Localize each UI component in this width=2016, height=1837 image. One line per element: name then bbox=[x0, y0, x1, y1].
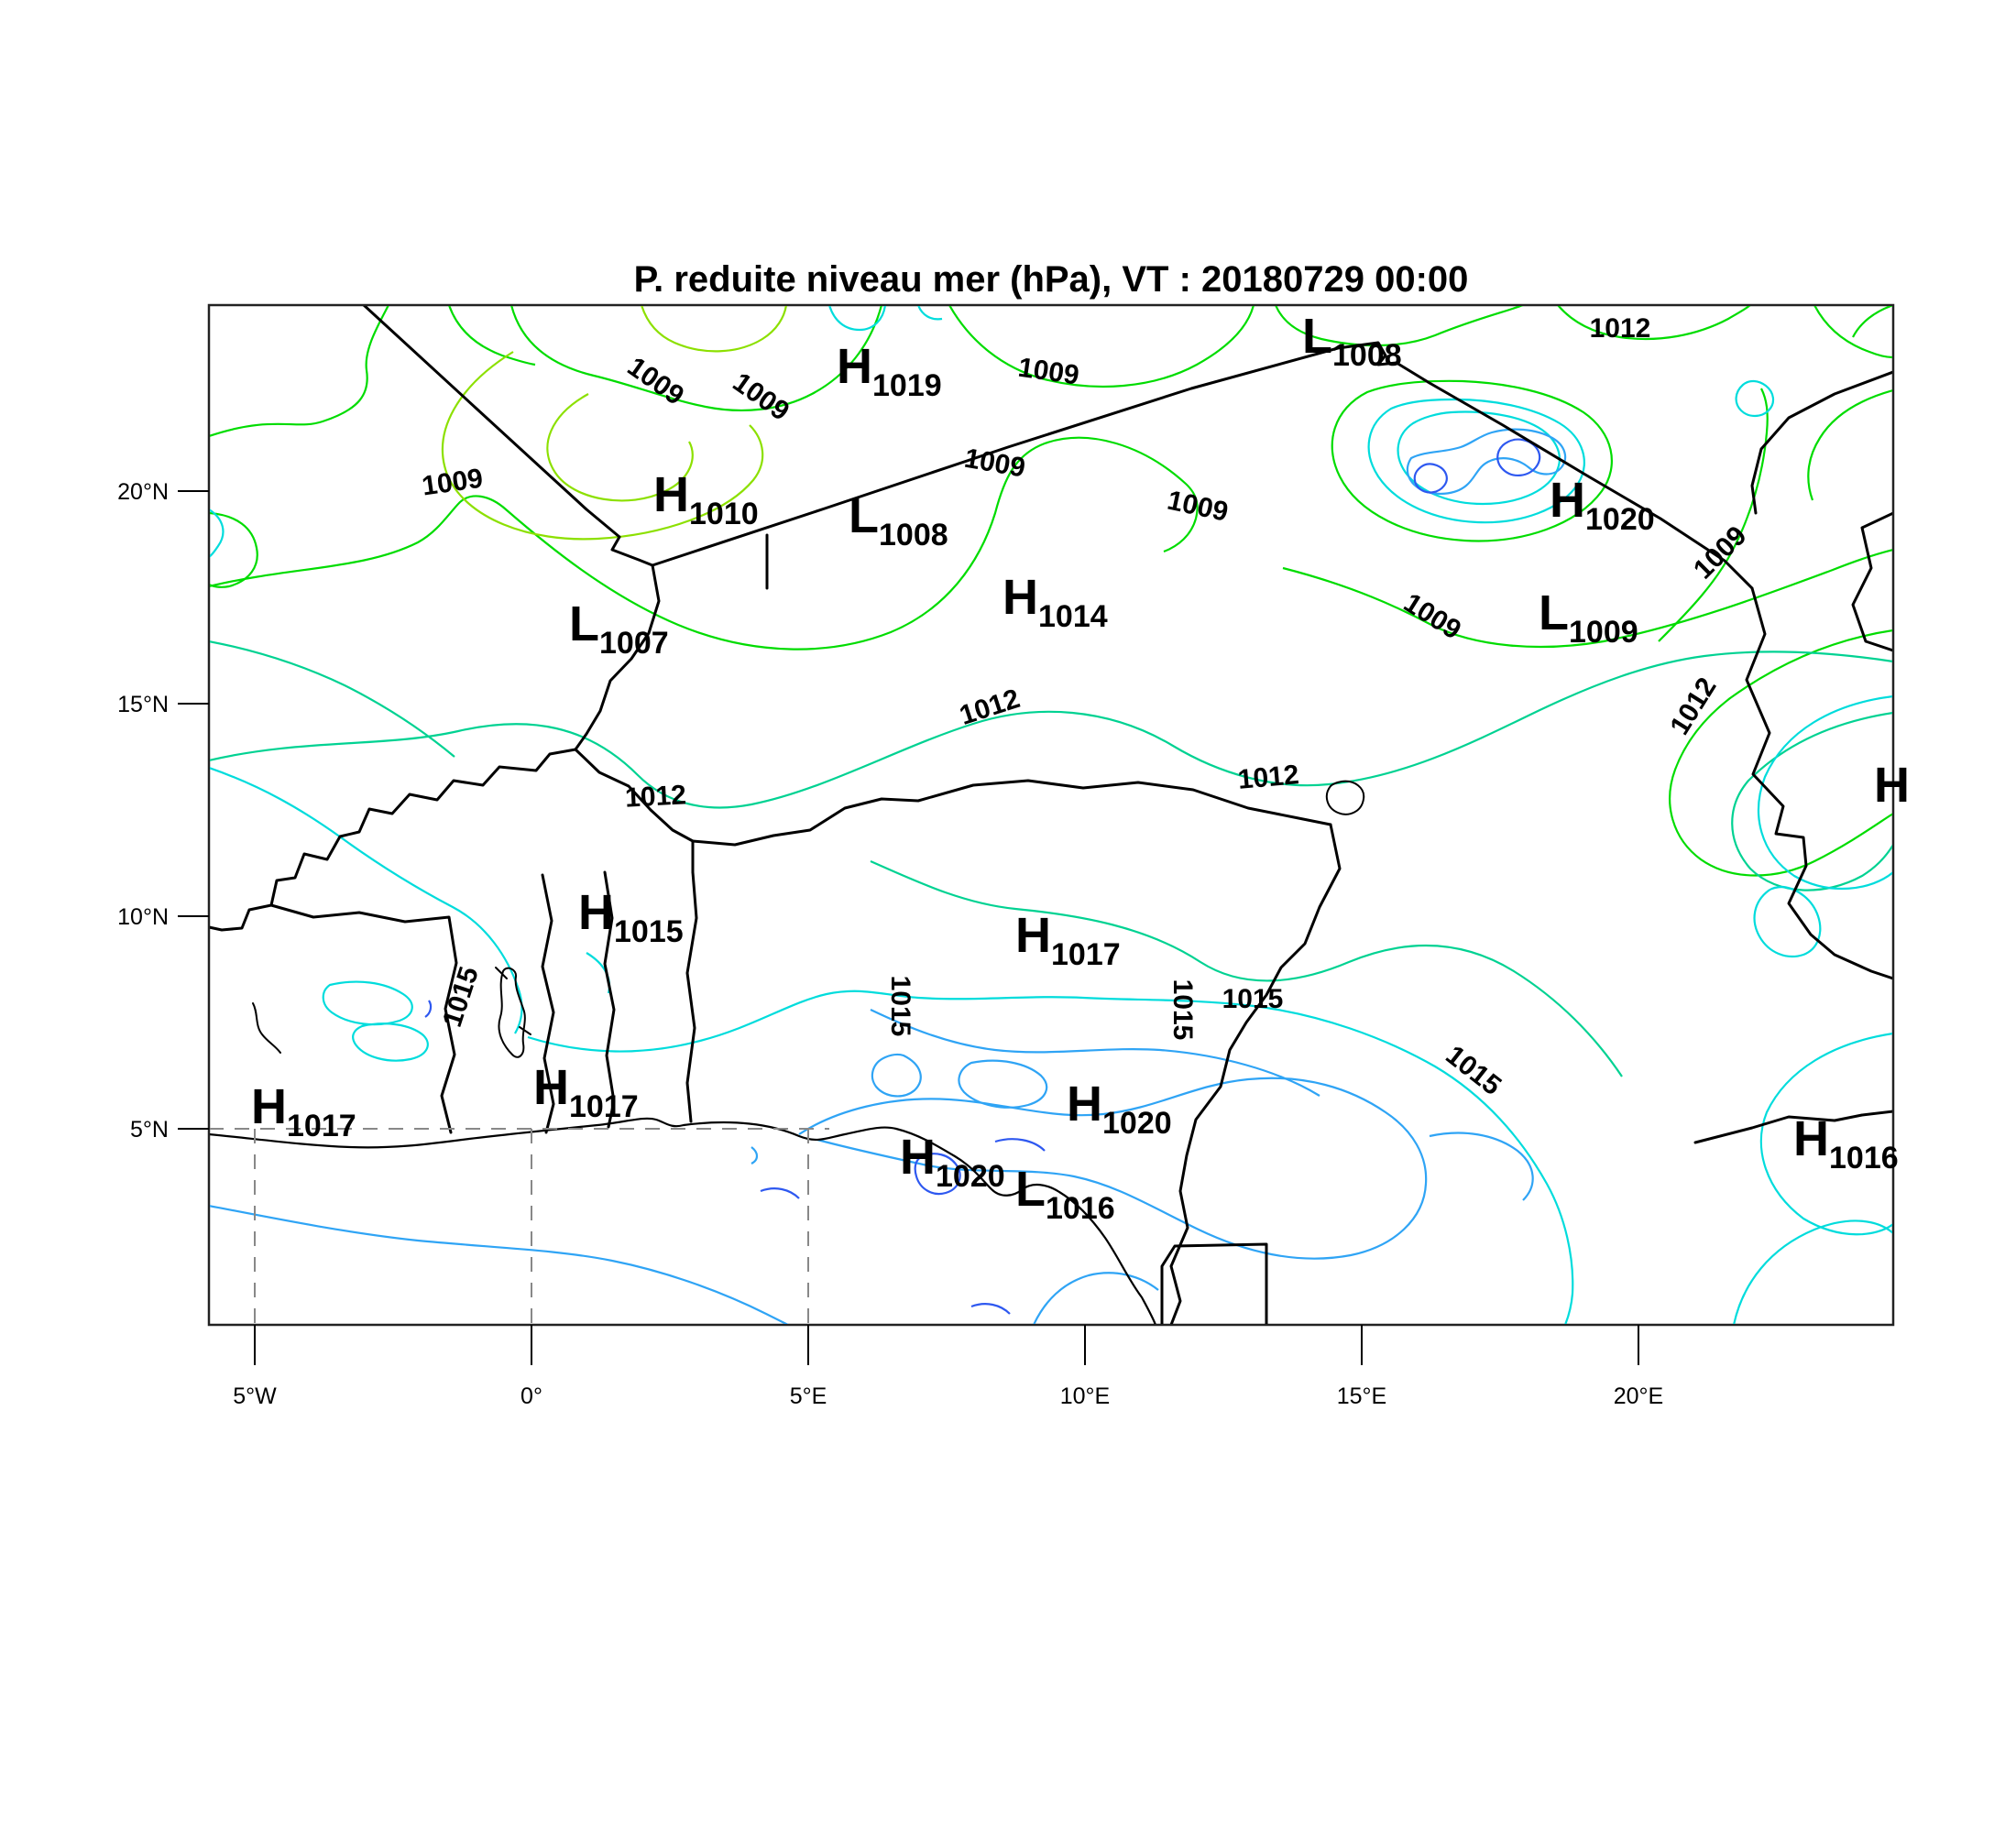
pressure-center-value: 1014 bbox=[1038, 599, 1108, 634]
pressure-center-value: 1017 bbox=[1051, 937, 1121, 972]
lat-tick-label: 15°N bbox=[117, 692, 169, 717]
pressure-center-value: 1007 bbox=[599, 626, 669, 661]
contour-label: 1012 bbox=[956, 683, 1024, 731]
pressure-center-h: $H_{1020}$ bbox=[1067, 1077, 1172, 1141]
lon-tick-label: 10°E bbox=[1059, 1383, 1111, 1409]
pressure-center-value: 1020 bbox=[1585, 502, 1655, 537]
contour-label: 1015 bbox=[885, 975, 915, 1037]
pressure-center-h: $H_{1017}$ bbox=[1015, 908, 1121, 972]
contour-label: 1015 bbox=[1222, 984, 1284, 1014]
pressure-center-l: $L_{1008}$ bbox=[1302, 309, 1402, 373]
contour-label: 1015 bbox=[436, 963, 485, 1031]
contour-label: 1009 bbox=[727, 366, 795, 427]
lon-tick-label: 0° bbox=[520, 1383, 542, 1409]
contour-label: 1009 bbox=[1015, 352, 1081, 391]
contour-label: 1009 bbox=[420, 463, 486, 502]
contour-label: 1009 bbox=[961, 443, 1028, 484]
pressure-center-l: $L_{1008}$ bbox=[849, 488, 948, 552]
lon-tick-label: 5°E bbox=[789, 1383, 827, 1409]
pressure-center-h: $H_{1010}$ bbox=[653, 467, 759, 531]
pressure-center-l: $L_{1007}$ bbox=[569, 596, 669, 661]
contour-label: 1009 bbox=[1164, 485, 1232, 528]
pressure-center-l: $L_{1009}$ bbox=[1539, 585, 1638, 650]
pressure-center-h: $H_{1020}$ bbox=[900, 1130, 1005, 1194]
contour-label: 1012 bbox=[624, 780, 687, 814]
pressure-center-value: 1015 bbox=[614, 914, 684, 949]
pressure-center-h: $H_{1015}$ bbox=[578, 885, 684, 949]
contour-label: 1012 bbox=[1236, 760, 1300, 795]
lat-tick-label: 20°N bbox=[117, 479, 169, 505]
lon-tick-label: 15°E bbox=[1336, 1383, 1387, 1409]
pressure-center-l: $L_{1016}$ bbox=[1015, 1162, 1115, 1226]
contour-label: 1009 bbox=[1688, 520, 1753, 585]
lat-tick-label: 10°N bbox=[117, 904, 169, 930]
pressure-center-value: 1016 bbox=[1046, 1191, 1115, 1226]
lon-tick-label: 20°E bbox=[1613, 1383, 1664, 1409]
contour-label: 1009 bbox=[621, 351, 690, 411]
pressure-center-value: 1016 bbox=[1829, 1141, 1899, 1175]
contour-label: 1012 bbox=[1664, 672, 1723, 741]
pressure-center-h: $H_{1020}$ bbox=[1550, 473, 1655, 537]
pressure-center-value: 1017 bbox=[569, 1089, 639, 1124]
pressure-center-h: $H_{1017}$ bbox=[533, 1060, 639, 1124]
map-title: P. reduite niveau mer (hPa), VT : 20180729 00:00 bbox=[633, 259, 1469, 300]
pressure-center-h: $H_{1016}$ bbox=[1793, 1111, 1899, 1175]
pressure-center-value: 1008 bbox=[1332, 338, 1402, 373]
lat-tick-label: 5°N bbox=[130, 1117, 169, 1143]
pressure-center-h: $H_{1014}$ bbox=[1003, 570, 1108, 634]
pressure-center-value: 1010 bbox=[689, 497, 759, 531]
pressure-center-h: $H_{1019}$ bbox=[837, 339, 942, 403]
lon-tick-label: 5°W bbox=[233, 1383, 277, 1409]
contour-label: 1015 bbox=[1440, 1039, 1507, 1102]
contour-label: 1015 bbox=[1167, 979, 1198, 1041]
pressure-center-value: 1019 bbox=[872, 368, 942, 403]
pressure-center-value: 1009 bbox=[1569, 615, 1638, 650]
pressure-center-value: 1020 bbox=[1102, 1106, 1172, 1141]
pressure-center-h: H bbox=[1874, 758, 1910, 813]
contour-label: 1009 bbox=[1397, 587, 1467, 646]
pressure-center-h: $H_{1017}$ bbox=[251, 1079, 356, 1143]
pressure-center-value: 1020 bbox=[936, 1159, 1005, 1194]
pressure-center-value: 1017 bbox=[287, 1109, 356, 1143]
pressure-center-value: 1008 bbox=[879, 518, 948, 552]
contour-label: 1012 bbox=[1589, 313, 1651, 344]
